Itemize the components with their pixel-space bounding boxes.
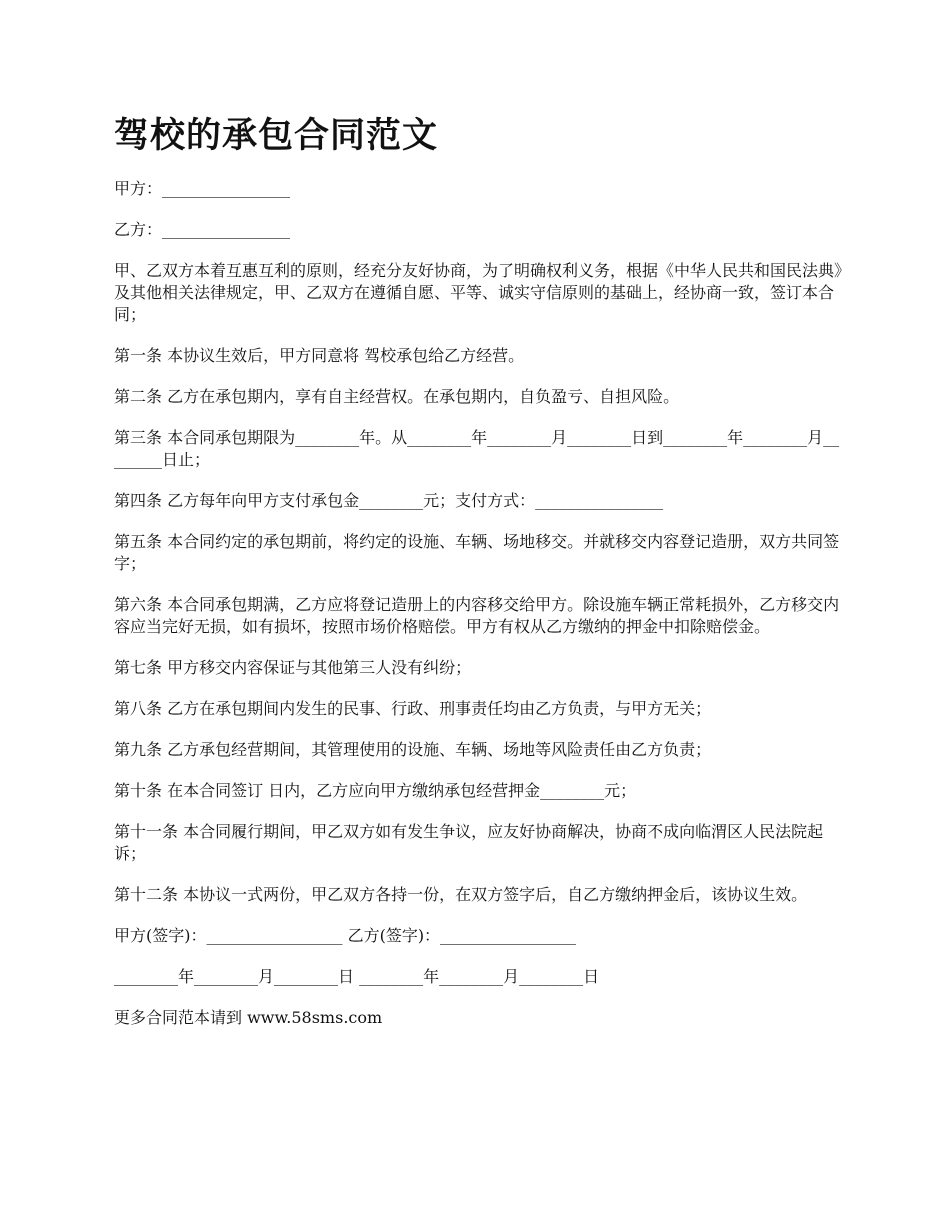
article-2: 第二条 乙方在承包期内，享有自主经营权。在承包期内，自负盈亏、自担风险。	[114, 387, 680, 406]
document-title: 驾校的承包合同范文	[114, 116, 439, 156]
party-a-line: 甲方：________________	[114, 179, 291, 198]
contract-document	[114, 112, 844, 1048]
article-1: 第一条 本协议生效后，甲方同意将 驾校承包给乙方经营。	[114, 346, 525, 365]
article-11: 第十一条 本合同履行期间，甲乙双方如有发生争议，应友好协商解决，协商不成向临渭区人民法院起诉；	[114, 822, 824, 863]
article-10: 第十条 在本合同签订 日内，乙方应向甲方缴纳承包经营押金________元；	[114, 781, 637, 800]
article-7: 第七条 甲方移交内容保证与其他第三人没有纠纷；	[114, 658, 472, 677]
article-6: 第六条 本合同承包期满，乙方应将登记造册上的内容移交给甲方。除设施车辆正常耗损外，乙方移交内容应当完好无损，如有损坏，按照市场价格赔偿。甲方有权从乙方缴纳的押金中扣除赔偿金。	[114, 595, 840, 636]
footer-note: 更多合同范本请到 www.58sms.com	[114, 1008, 383, 1027]
article-4: 第四条 乙方每年向甲方支付承包金________元；支付方式：________________	[114, 491, 664, 510]
signature-line: 甲方(签字)：_________________ 乙方(签字)：_________________	[114, 926, 577, 945]
party-b-line: 乙方：________________	[114, 220, 291, 239]
article-5: 第五条 本合同约定的承包期前，将约定的设施、车辆、场地移交。并就移交内容登记造册，双方共同签字；	[114, 532, 840, 573]
article-12: 第十二条 本协议一式两份，甲乙双方各持一份，在双方签字后，自乙方缴纳押金后，该协议生效。	[114, 885, 808, 904]
article-9: 第九条 乙方承包经营期间，其管理使用的设施、车辆、场地等风险责任由乙方负责；	[114, 740, 712, 759]
article-8: 第八条 乙方在承包期间内发生的民事、行政、刑事责任均由乙方负责，与甲方无关；	[114, 699, 712, 718]
preamble-paragraph: 甲、乙双方本着互惠互利的原则，经充分友好协商，为了明确权利义务，根据《中华人民共和国民法典》及其他相关法律规定，甲、乙双方在遵循自愿、平等、诚实守信原则的基础上，经协商一致，签订本合同；	[114, 261, 843, 324]
article-3: 第三条 本合同承包期限为________年。从________年________月________日到________年________月________日止；	[114, 428, 840, 469]
date-line: ________年________月________日 ________年________月________日	[114, 967, 600, 986]
